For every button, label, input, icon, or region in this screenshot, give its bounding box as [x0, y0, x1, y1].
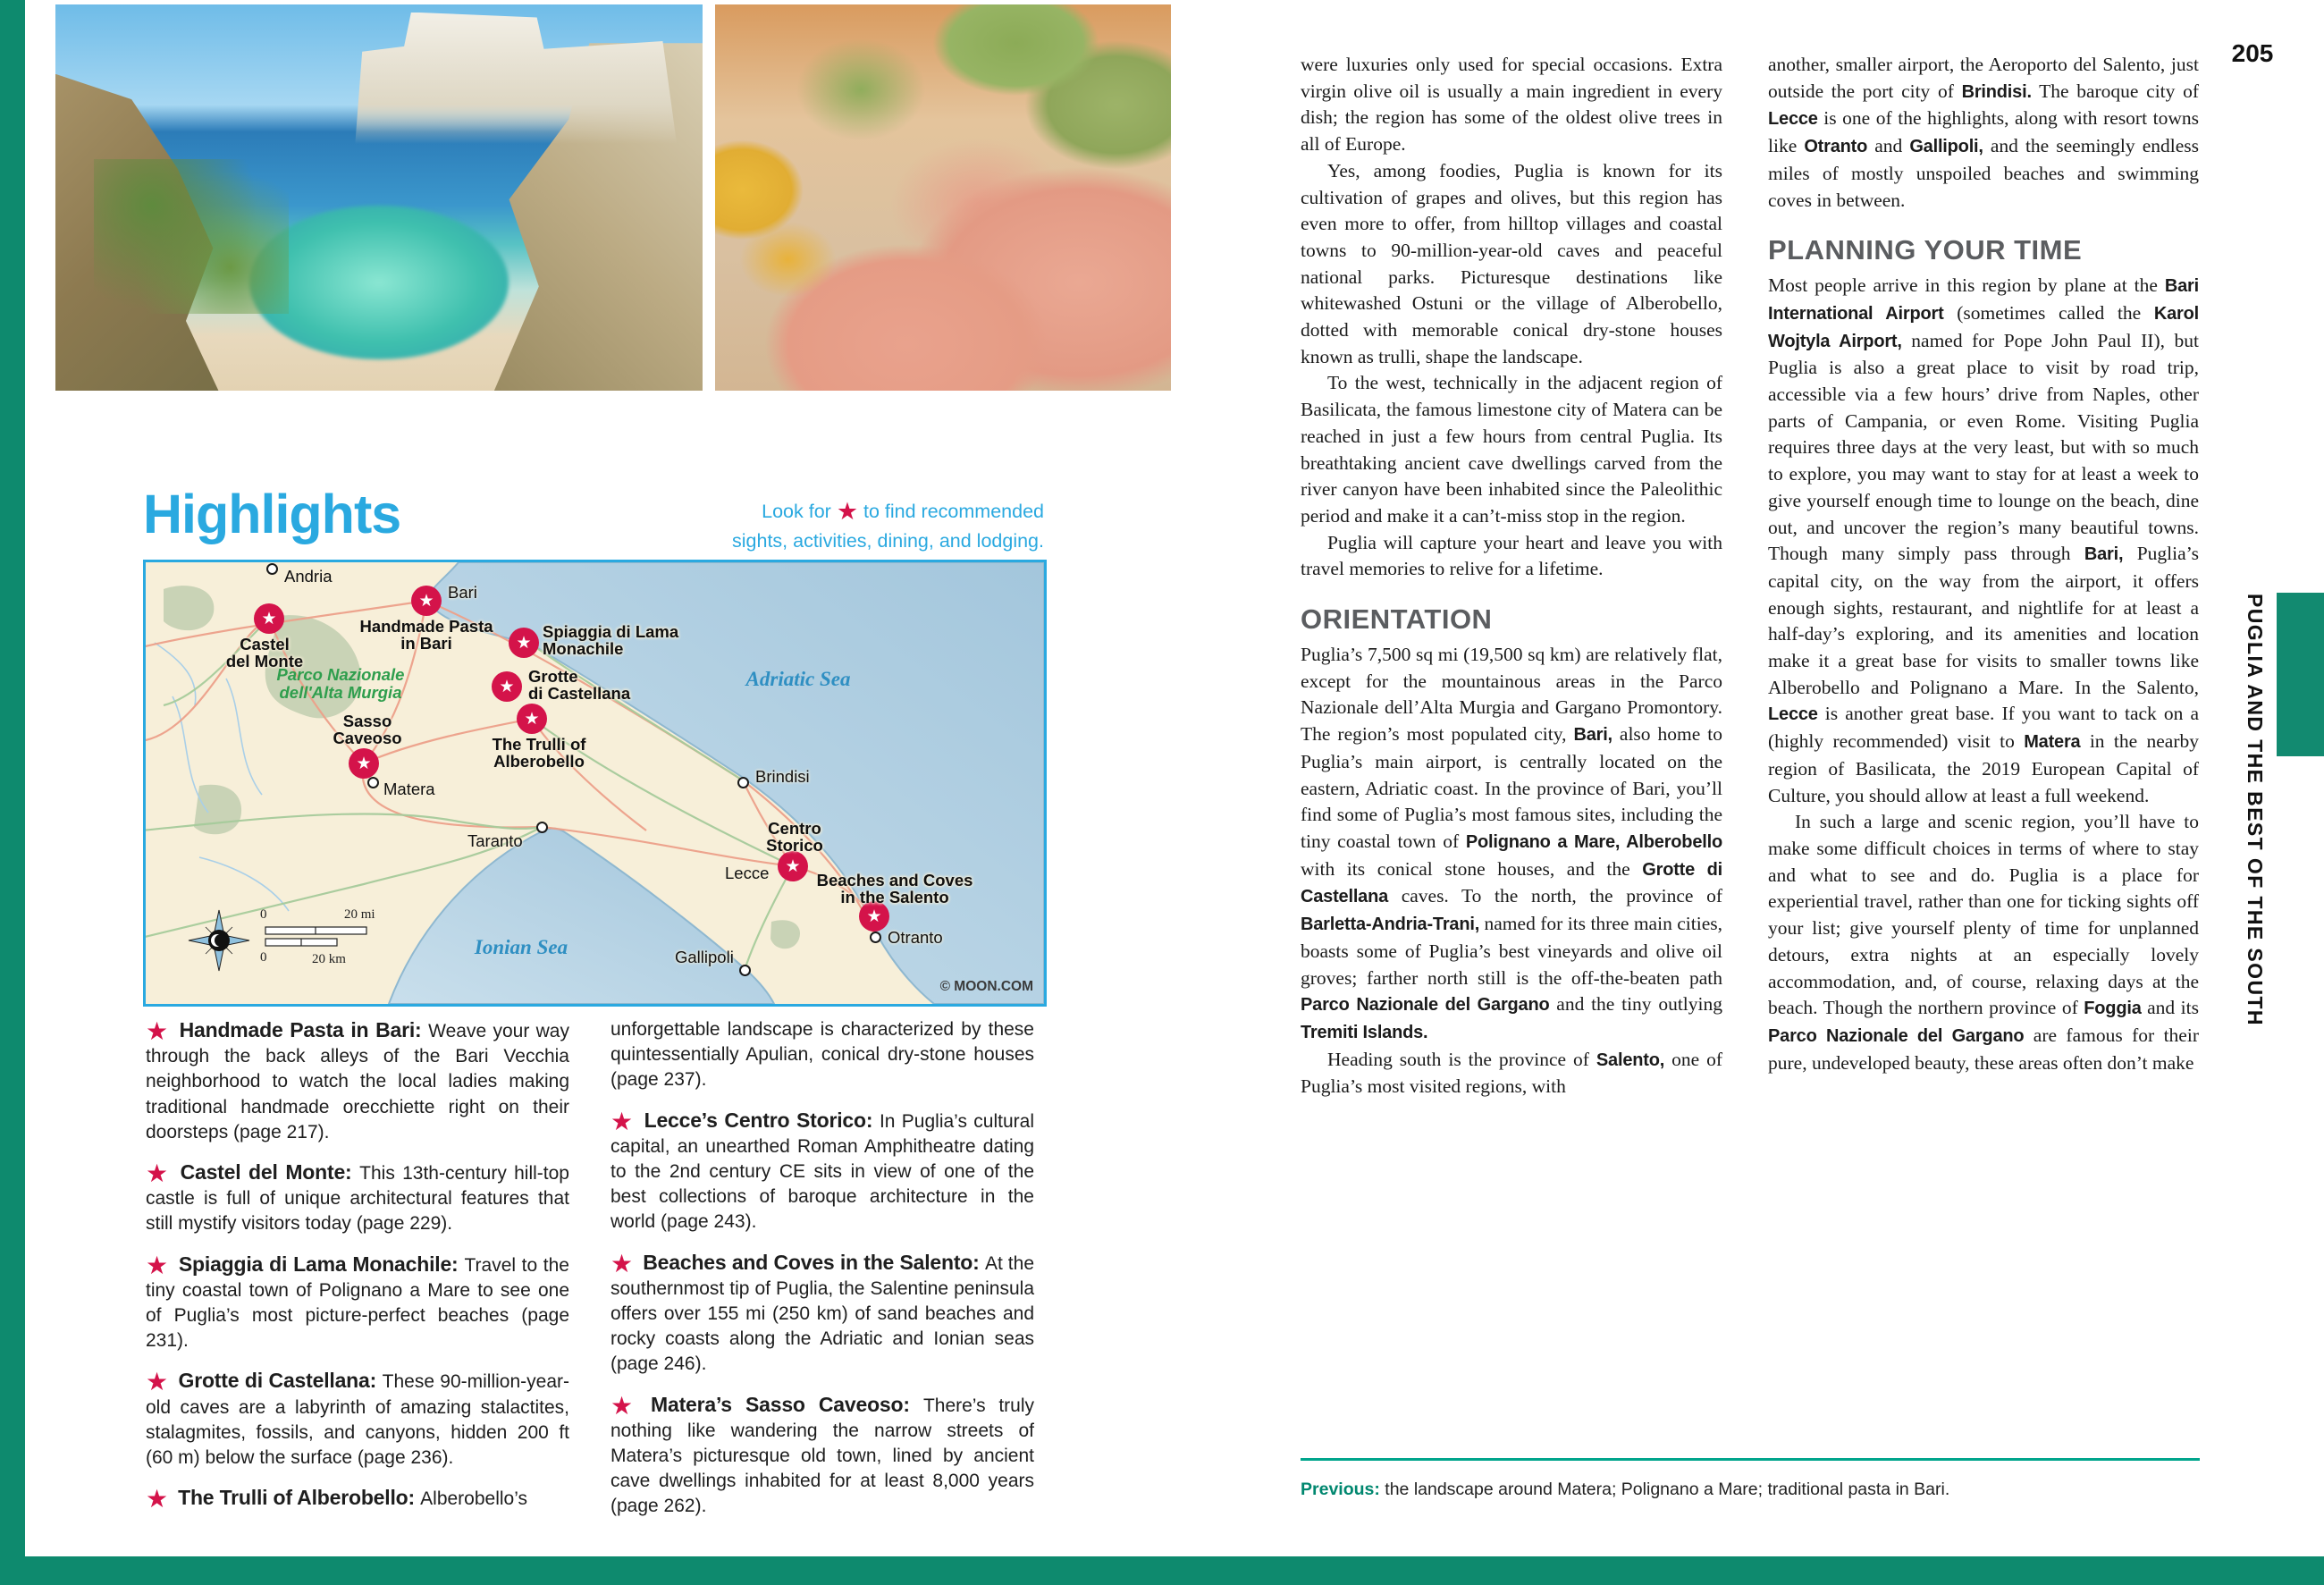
paragraph: In such a large and scenic region, you’ll have to make some difficult choices in terms of where to stay and what to see and do. Puglia is a place for experiential travel, rather than one for ticking sights off your list; give yourself plenty of time for unplanned detours, extra nights at an especially lovely accommodation, and, of course, relaxing days at the beach. Though the northern province of Foggia and its Parco Nazionale del Gargano are famous for their pure, undeveloped beauty, these areas often don’t make [1768, 811, 2199, 1074]
map-town-label: Andria [284, 567, 333, 586]
map-sea-label: Ionian Sea [474, 936, 568, 958]
map-highlight-label: Centro Storico [766, 819, 823, 855]
highlights-column-1 [146, 1017, 569, 1526]
puglia-highlights-map [143, 560, 1047, 1007]
highlight-lead: Grotte di Castellana: [178, 1369, 383, 1393]
map-highlight-label: Castel del Monte [225, 635, 304, 670]
map-town-label: Lecce [725, 864, 770, 882]
highlight-lead: Lecce’s Centro Storico: [644, 1108, 880, 1132]
lookfor-post: to find recommended [863, 501, 1044, 522]
highlight-item: ★ Lecce’s Centro Storico: In Puglia’s cultural capital, an unearthed Roman Amphitheatre dating to the 2nd century CE sits in view of one of the best collections of baroque architecture in the world (page 243). [610, 1107, 1034, 1233]
chapter-tab [2277, 593, 2324, 756]
photo-caption [1301, 1480, 2248, 1500]
bold-keyword: Bari, [1573, 725, 1612, 746]
highlight-lead: The Trulli of Alberobello: [178, 1486, 421, 1510]
map-highlight-label: Handmade Pasta in Bari [359, 617, 493, 653]
highlight-continuation: unforgettable landscape is characterized by these quintessentially Apulian, conical dry-stone houses (page 237). [610, 1019, 1034, 1091]
map-town-dot [536, 822, 548, 833]
highlight-item: ★ Grotte di Castellana: These 90-million-year-old caves are a labyrinth of amazing stalactites, stalagmites, fossils, and canyons, hidden 200 ft (60 m) below the surface (page 236). [146, 1368, 569, 1469]
map-town-dot [266, 563, 278, 575]
map-town-label: Bari [448, 583, 477, 602]
scale-20km: 20 km [312, 952, 346, 966]
map-town-dot [739, 965, 751, 976]
paragraph: To the west, technically in the adjacent region of Basilicata, the famous limestone city of Matera can be reached in just a few hours from central Puglia. Its breathtaking ancient cave dwellings carved from the river canyon have been inhabited since the Paleolithic period and make it a can’t-miss stop in the region. [1301, 372, 1722, 527]
scale-20mi: 20 mi [344, 907, 375, 922]
map-town-label: Brindisi [755, 767, 810, 786]
bold-keyword: Bari, [2084, 544, 2124, 565]
bold-keyword: Barletta-Andria-Trani, [1301, 915, 1480, 935]
body-column-2 [1768, 52, 2199, 1076]
star-icon: ★ [146, 1368, 169, 1396]
highlights-column-2 [610, 1017, 1034, 1534]
map-star-marker-trulli-of-alberobello: ★ [517, 704, 547, 734]
bold-keyword: Bari International Airport [1768, 276, 2199, 324]
highlight-lead: Beaches and Coves in the Salento: [643, 1250, 985, 1274]
map-park-label: Parco Nazionale dell'Alta Murgia [276, 665, 405, 702]
map-credit: © MOON.COM [939, 979, 1033, 994]
body-column-1 [1301, 52, 1722, 1100]
whitewashed-town [327, 13, 677, 144]
paragraph: another, smaller airport, the Aeroporto del Salento, just outside the port city of Brindisi. The baroque city of Lecce is one of the highlights, along with resort towns like Otranto and Gallipoli, and the seemingly endless miles of mostly unspoiled beaches and swimming coves in between. [1768, 54, 2199, 211]
map-star-marker-grotte-di-castellana: ★ [492, 671, 522, 702]
bold-keyword: Parco Nazionale del Gargano [1301, 995, 1550, 1016]
map-overlay [146, 562, 1044, 1004]
lookfor-line1 [590, 497, 1044, 527]
lookfor-note [590, 497, 1044, 556]
star-icon: ★ [836, 498, 859, 525]
bold-keyword: Matera [2024, 732, 2081, 753]
scale-zero-km: 0 [260, 950, 267, 965]
star-icon: ★ [610, 1249, 634, 1277]
map-town-label: Matera [383, 780, 435, 798]
left-green-stripe [0, 0, 25, 1585]
bold-keyword: Lecce [1768, 109, 1818, 130]
map-town-label: Taranto [467, 831, 523, 850]
bold-keyword: Foggia [2084, 999, 2142, 1019]
bold-keyword: Otranto [1804, 137, 1868, 157]
cove-water [249, 206, 509, 360]
map-town-label: Otranto [888, 928, 943, 947]
bold-keyword: Polignano a Mare, Alberobello [1465, 831, 1722, 852]
paragraph: Puglia will capture your heart and leave you with travel memories to relive for a lifetime. [1301, 531, 1722, 580]
map-highlight-label: Sasso Caveoso [333, 712, 402, 747]
map-town-label: Gallipoli [675, 948, 734, 966]
highlight-item: ★ Beaches and Coves in the Salento: At the southernmost tip of Puglia, the Salentine peninsula offers over 155 mi (250 km) of sand beaches and rocky coasts along the Adriatic and Ionian seas (page 246). [610, 1249, 1034, 1375]
bold-keyword: Gallipoli, [1909, 137, 1983, 157]
highlight-item: ★ Spiaggia di Lama Monachile: Travel to the tiny coastal town of Polignano a Mare to see one of Puglia’s most picture-perfect beaches (page 231). [146, 1251, 569, 1352]
map-town-dot [367, 777, 379, 788]
highlight-item: ★ Castel del Monte: This 13th-century hill-top castle is full of unique architectural features that still mystify visitors today (page 229). [146, 1159, 569, 1235]
map-highlight-label: Grotte di Castellana [528, 667, 631, 703]
highlight-item: ★ The Trulli of Alberobello: Alberobello’s [146, 1485, 527, 1513]
map-star-marker-centro-storico: ★ [778, 851, 808, 881]
highlight-lead: Matera’s Sasso Caveoso: [651, 1392, 923, 1416]
map-star-marker-sasso-caveoso: ★ [349, 748, 379, 779]
paragraph: Heading south is the province of Salento, one of Puglia’s most visited regions, with [1301, 1048, 1722, 1098]
section-heading: PLANNING YOUR TIME [1768, 234, 2083, 266]
map-town-dot [737, 777, 749, 788]
highlights-title: Highlights [143, 484, 401, 544]
map-highlight-label: Spiaggia di Lama Monachile [543, 622, 679, 658]
map-highlight-label: Beaches and Coves in the Salento [816, 871, 973, 906]
photo-orecchiette-pasta [715, 4, 1171, 391]
star-icon: ★ [146, 1159, 171, 1188]
bold-keyword: Parco Nazionale del Gargano [1768, 1025, 2025, 1046]
bold-keyword: Karol Wojtyla Airport, [1768, 303, 2199, 351]
map-highlight-label: The Trulli of Alberobello [492, 735, 586, 771]
star-icon: ★ [610, 1107, 635, 1135]
bold-keyword: Grotte di Castellana [1301, 859, 1722, 907]
cliff-vegetation [94, 159, 288, 314]
map-star-marker-bari: ★ [411, 586, 442, 616]
star-icon: ★ [610, 1391, 642, 1420]
map-sea-label: Adriatic Sea [745, 668, 851, 690]
bold-keyword: Lecce [1768, 704, 1818, 725]
lookfor-pre: Look for [762, 501, 831, 522]
star-icon: ★ [146, 1251, 169, 1279]
caption-rule [1301, 1458, 2200, 1461]
bottom-green-bar [0, 1556, 2324, 1585]
map-town-dot [870, 932, 881, 943]
paragraph: Most people arrive in this region by plane at the Bari International Airport (sometimes called the Karol Wojtyla Airport, named for Pope John Paul II), but Puglia is also a great place to visit by road trip, accessible via a few hours’ drive from Naples, other parts of Campania, or even Rome. Visiting Puglia requires three days at the very least, but with so much to explore, you may want to stay for at least a week to give yourself enough time to lounge on the beach, dine out, and uncover the region’s many beautiful towns. Though many simply pass through Bari, Puglia’s capital city, on the way from the airport, it offers enough sights, restaurant, and nightlife for at least a half-day’s exploring, and its amenities and location make it a great base for visits to smaller towns like Alberobello and Polignano a Mare. In the Salento, Lecce is another great base. If you want to tack on a (highly recommended) visit to Matera in the nearby region of Basilicata, the 2019 European Capital of Culture, you should allow at least a full weekend. [1768, 274, 2200, 806]
chapter-sidebar-title: PUGLIA AND THE BEST OF THE SOUTH [2244, 594, 2267, 1026]
bold-keyword: Brindisi. [1961, 81, 2032, 102]
paragraph: Yes, among foodies, Puglia is known for its cultivation of grapes and olives, but this region has even more to offer, from hilltop villages and coastal towns to 90-million-year-old caves and peaceful national parks. Picturesque destinations like whitewashed Ostuni or the village of Alberobello, dotted with memorable conical dry-stone houses known as trulli, shape the landscape. [1301, 159, 1722, 367]
page-number: 205 [2231, 39, 2274, 67]
star-icon: ★ [146, 1017, 170, 1045]
highlight-lead: Spiaggia di Lama Monachile: [178, 1252, 465, 1276]
map-star-marker-castel-del-monte: ★ [254, 603, 284, 634]
scale-zero-mi: 0 [260, 907, 267, 922]
highlight-lead: Castel del Monte: [180, 1160, 360, 1185]
bold-keyword: Tremiti Islands. [1301, 1022, 1428, 1042]
highlight-lead: Handmade Pasta in Bari: [179, 1018, 429, 1041]
bold-keyword: Salento, [1596, 1050, 1665, 1070]
map-star-marker-spiaggia-di-lama-monachile: ★ [509, 628, 539, 658]
highlight-item: ★ Matera’s Sasso Caveoso: There’s truly nothing like wandering the narrow streets of Matera’s picturesque old town, lined by ancient cave dwellings inhabited for at least 8,000 years (page 262). [610, 1391, 1035, 1517]
star-icon: ★ [146, 1485, 169, 1513]
paragraph: were luxuries only used for special occasions. Extra virgin olive oil is usually a main ingredient in every dish; the region has some of the oldest olive trees in all of Europe. [1301, 54, 1722, 156]
map-star-marker-beaches-and-coves: ★ [859, 901, 889, 932]
caption-label: Previous: [1301, 1480, 1380, 1499]
lookfor-line2: sights, activities, dining, and lodging. [732, 530, 1044, 552]
section-heading: ORIENTATION [1301, 603, 1493, 636]
paragraph: Puglia’s 7,500 sq mi (19,500 sq km) are relatively flat, except for the mountainous areas in the Parco Nazionale dell’Alta Murgia and Gargano Promontory. The region’s most populated city, Bari, also home to Puglia’s main airport, is centrally located on the eastern, Adriatic coast. In the province of Bari, you’ll find some of Puglia’s most famous sites, including the tiny coastal town of Polignano a Mare, Alberobello with its conical stone houses, and the Grotte di Castellana caves. To the north, the province of Barletta-Andria-Trani, named for its three main cities, boasts some of Puglia’s best vineyards and olive oil groves; farther north still is the off-the-beaten path Parco Nazionale del Gargano and the tiny outlying Tremiti Islands. [1301, 644, 1723, 1042]
highlight-item: ★ Handmade Pasta in Bari: Weave your way through the back alleys of the Bari Vecchia neighborhood to watch the local ladies making traditional handmade orecchiette right on their doorsteps (page 217). [146, 1017, 569, 1142]
caption-text: the landscape around Matera; Polignano a Mare; traditional pasta in Bari. [1379, 1480, 1950, 1499]
photo-polignano-a-mare [55, 4, 703, 391]
